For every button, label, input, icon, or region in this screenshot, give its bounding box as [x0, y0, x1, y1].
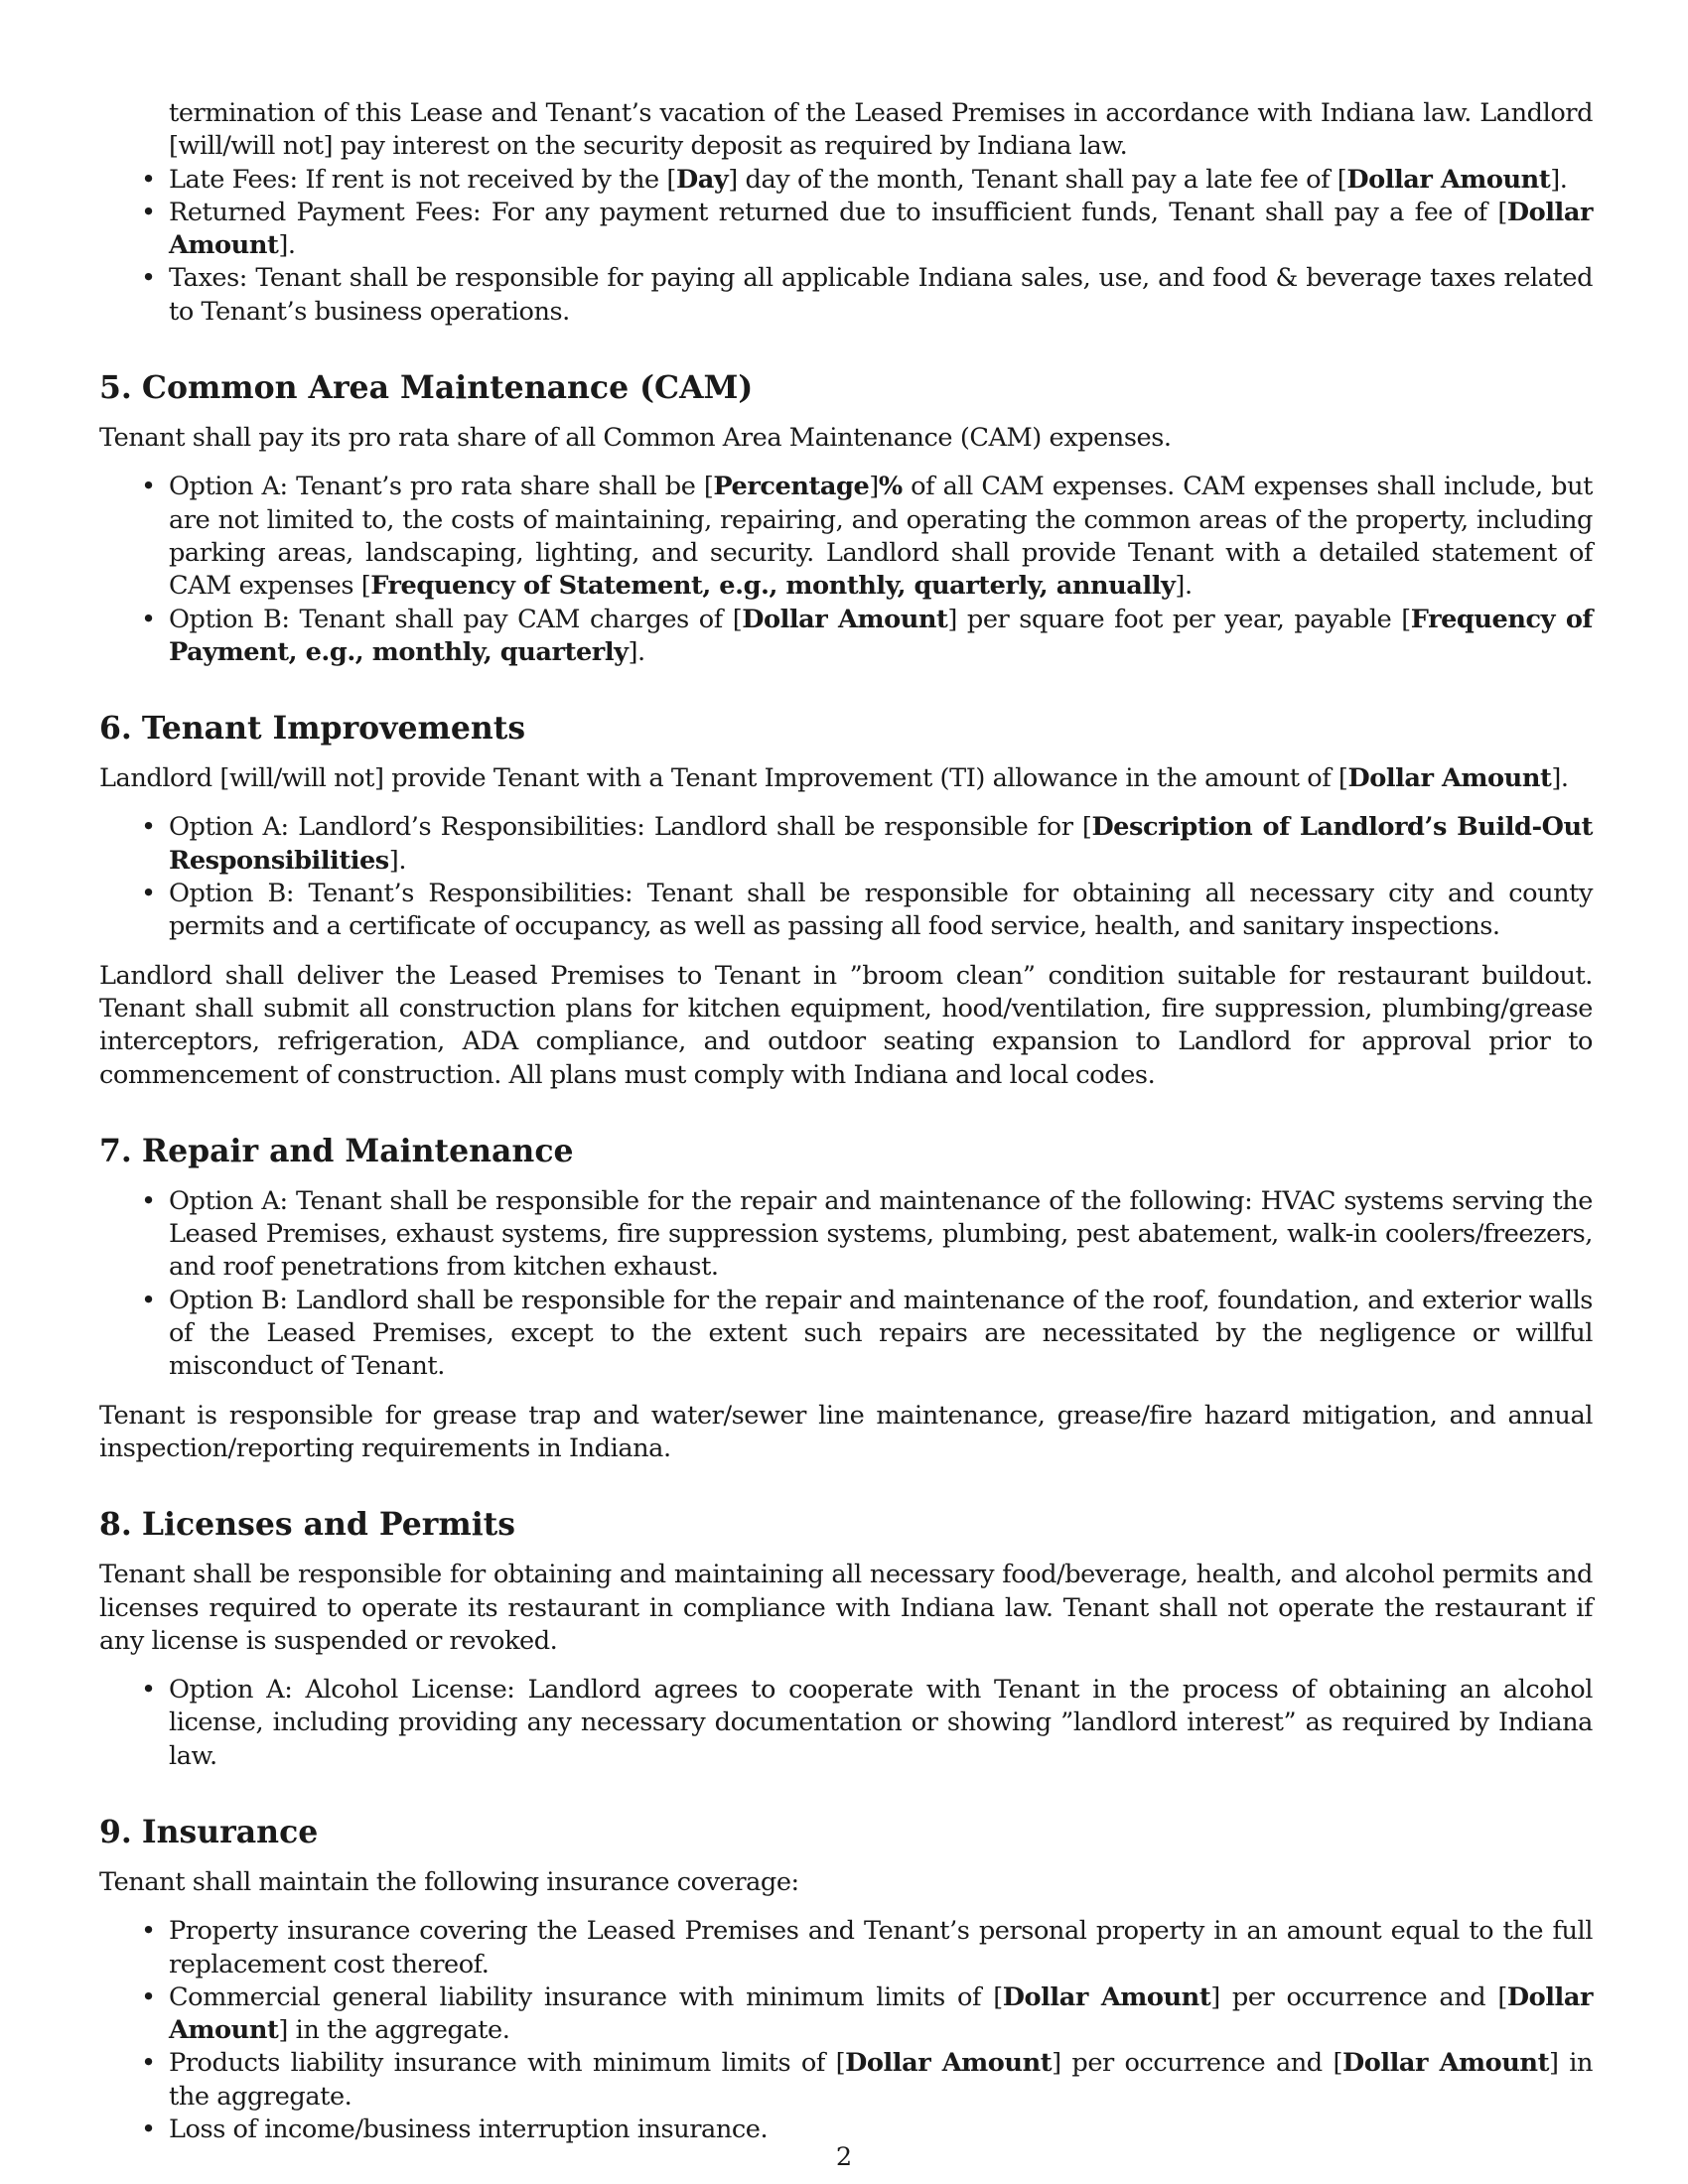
text-run: ] day of the month, Tenant shall pay a late fee of [	[728, 164, 1347, 195]
placeholder-field: Dollar Amount	[742, 604, 948, 634]
section-title: Licenses and Permits	[141, 1506, 515, 1544]
section-title: Common Area Maintenance (CAM)	[141, 369, 754, 407]
list-item	[99, 262, 1593, 329]
paragraph	[99, 960, 1593, 1092]
text-run: Returned Payment Fees: For any payment returned due to insufficient funds, Tenant shall pay a fee of [	[169, 197, 1507, 227]
text-run: ] per occurrence and [	[1210, 1981, 1507, 2012]
text-run: ].	[1551, 763, 1569, 794]
list-item	[99, 471, 1593, 603]
list-item	[99, 2047, 1593, 2114]
text-run: Late Fees: If rent is not received by the [	[169, 164, 676, 195]
text-run: termination of this Lease and Tenant’s vacation of the Leased Premises in accordance with Indiana law. Landlord [will/will not] pay interest on the security deposit as required by Indiana law.	[169, 98, 1593, 162]
text-run: ] per square foot per year, payable [	[947, 604, 1411, 634]
section-heading	[99, 368, 1593, 408]
list-item	[99, 1285, 1593, 1384]
placeholder-field: Description of Landlord’s Build-Out Responsibilities	[169, 812, 1593, 876]
placeholder-field: Dollar Amount	[1347, 763, 1552, 794]
list-item	[99, 1981, 1593, 2048]
section-5	[99, 329, 1593, 669]
section-heading	[99, 709, 1593, 749]
section-9	[99, 1773, 1593, 2146]
bullet-list	[99, 471, 1593, 669]
text-run: ].	[388, 845, 407, 876]
text-run: Landlord [will/will not] provide Tenant with a Tenant Improvement (TI) allowance in the amount of [	[99, 763, 1348, 794]
placeholder-field: Dollar Amount	[1002, 1981, 1211, 2012]
text-run: ]	[869, 472, 879, 502]
text-run: ] in the aggregate.	[278, 2015, 510, 2046]
text-run: Tenant shall be responsible for obtaining and maintaining all necessary food/beverage, health, and alcohol permits and licenses required to operate its restaurant in compliance with Indiana law. Tenant shall not operate the restaurant if any license is suspended or revoked.	[99, 1560, 1593, 1656]
document-page	[99, 97, 1593, 2146]
placeholder-field: Dollar Amount	[845, 2048, 1053, 2079]
section-number: 6.	[99, 710, 132, 748]
text-run: Option A: Landlord’s Responsibilities: Landlord shall be responsible for [	[169, 812, 1092, 843]
text-run: Option A: Tenant shall be responsible for the repair and maintenance of the following: HVAC systems serving the Leased Premises, exhaust systems, fire suppression systems, plumbing, pest abatement, walk-in coolers/freezers, and roof penetrations from kitchen exhaust.	[169, 1185, 1593, 1283]
text-run: Option B: Tenant’s Responsibilities: Tenant shall be responsible for obtaining all necessary city and county permits and a certificate of occupancy, as well as passing all food service, health, and sanitary inspections.	[169, 879, 1593, 942]
section-7	[99, 1092, 1593, 1465]
list-item-continuation	[99, 97, 1593, 164]
list-item	[99, 1185, 1593, 1285]
bullet-list	[99, 811, 1593, 943]
placeholder-field: Frequency of Statement, e.g., monthly, quarterly, annually	[370, 571, 1176, 602]
text-run: ].	[1175, 571, 1193, 602]
text-run: Tenant is responsible for grease trap and water/sewer line maintenance, grease/fire hazard mitigation, and annual inspection/reporting requirements in Indiana.	[99, 1400, 1593, 1463]
bullet-list	[99, 1674, 1593, 1773]
paragraph	[99, 1559, 1593, 1658]
list-item	[99, 164, 1593, 197]
list-item	[99, 1915, 1593, 1981]
text-run: ].	[1550, 164, 1568, 195]
placeholder-field: Dollar Amount	[1346, 164, 1551, 195]
text-run: Option A: Alcohol License: Landlord agrees to cooperate with Tenant in the process of obtaining an alcohol license, including providing any necessary documentation or showing ”landlord interest” as required by Indiana law.	[169, 1675, 1593, 1771]
placeholder-field: Day	[675, 164, 729, 195]
placeholder-field: Percentage	[713, 472, 870, 502]
placeholder-field: Dollar Amount	[169, 1981, 1593, 2046]
placeholder-field: %	[878, 472, 903, 502]
intro-list	[99, 97, 1593, 329]
text-run: Taxes: Tenant shall be responsible for paying all applicable Indiana sales, use, and food & beverage taxes related to Tenant’s business operations.	[169, 263, 1593, 327]
text-run: Option B: Tenant shall pay CAM charges of [	[169, 604, 743, 634]
section-title: Repair and Maintenance	[141, 1132, 574, 1169]
bullet-list	[99, 1915, 1593, 2146]
text-run: of all CAM expenses. CAM expenses shall include, but are not limited to, the costs of maintaining, repairing, and operating the common areas of the property, including parking areas, landscaping, lighting, and security. Landlord shall provide Tenant with a detailed statement of CAM expenses [	[169, 472, 1593, 602]
text-run: Tenant shall maintain the following insurance coverage:	[99, 1866, 799, 1897]
text-run: Commercial general liability insurance with minimum limits of [	[169, 1981, 1003, 2012]
text-run: Option A: Tenant’s pro rata share shall be [	[169, 472, 714, 502]
paragraph	[99, 422, 1593, 455]
placeholder-field: Dollar Amount	[169, 197, 1593, 261]
list-item	[99, 811, 1593, 878]
sections-container	[99, 329, 1593, 2146]
section-number: 5.	[99, 369, 132, 407]
list-item	[99, 878, 1593, 944]
section-title: Insurance	[141, 1813, 319, 1850]
section-number: 7.	[99, 1132, 132, 1169]
bullet-list	[99, 1185, 1593, 1384]
paragraph	[99, 1400, 1593, 1466]
section-8	[99, 1465, 1593, 1773]
section-title: Tenant Improvements	[141, 710, 526, 748]
text-run: Option B: Landlord shall be responsible for the repair and maintenance of the roof, foundation, and exterior walls of the Leased Premises, except to the extent such repairs are necessitated by the negligence or willful misconduct of Tenant.	[169, 1285, 1593, 1382]
text-run: ] per occurrence and [	[1052, 2048, 1342, 2079]
text-run: Products liability insurance with minimum limits of [	[169, 2048, 846, 2079]
section-6	[99, 669, 1593, 1092]
section-heading	[99, 1813, 1593, 1852]
page-number: 2	[835, 2142, 853, 2172]
text-run: Property insurance covering the Leased Premises and Tenant’s personal property in an amount equal to the full replacement cost thereof.	[169, 1916, 1593, 1979]
section-number: 9.	[99, 1813, 132, 1850]
placeholder-field: Dollar Amount	[1342, 2048, 1549, 2079]
paragraph	[99, 1866, 1593, 1899]
text-run: Tenant shall pay its pro rata share of all Common Area Maintenance (CAM) expenses.	[99, 423, 1172, 454]
list-item	[99, 197, 1593, 263]
list-item	[99, 604, 1593, 670]
placeholder-field: Frequency of Payment, e.g., monthly, quarterly	[169, 604, 1593, 667]
section-heading	[99, 1132, 1593, 1171]
text-run: ].	[278, 230, 296, 261]
paragraph	[99, 762, 1593, 795]
list-item	[99, 1674, 1593, 1773]
section-number: 8.	[99, 1506, 132, 1544]
text-run: ] in the aggregate.	[169, 2048, 1593, 2112]
text-run: Landlord shall deliver the Leased Premises to Tenant in ”broom clean” condition suitable for restaurant buildout. Tenant shall submit all construction plans for kitchen equipment, hood/ventilation, fire suppression, plumbing/grease interceptors, refrigeration, ADA compliance, and outdoor seating expansion to Landlord for approval prior to commencement of construction. All plans must comply with Indiana and local codes.	[99, 960, 1593, 1090]
section-heading	[99, 1505, 1593, 1545]
text-run: Loss of income/business interruption insurance.	[169, 2115, 769, 2145]
text-run: ].	[628, 636, 645, 667]
